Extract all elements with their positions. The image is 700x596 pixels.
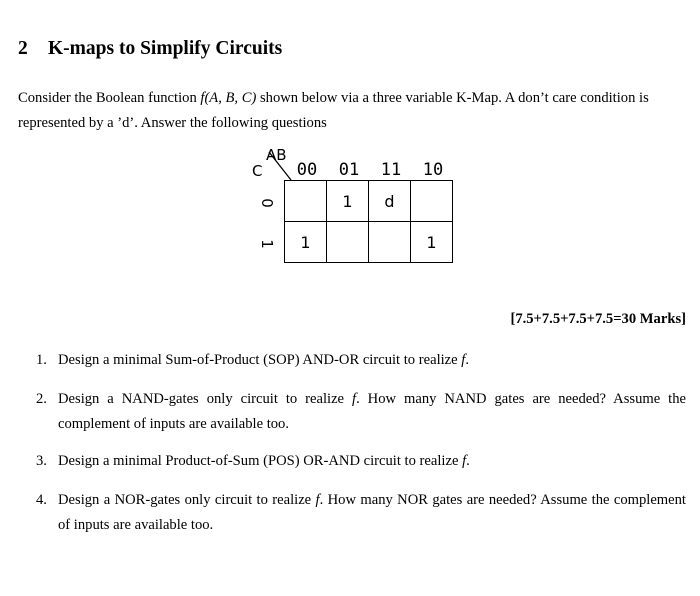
question-number: 1. — [36, 352, 47, 368]
question-item — [18, 348, 686, 373]
kmap-col-variable: AB — [266, 146, 287, 164]
question-text: Design a NAND-gates only circuit to realize — [58, 391, 352, 407]
section-heading — [18, 38, 282, 60]
kmap-cell: 1 — [411, 222, 453, 263]
kmap-row-variable: C — [252, 162, 263, 180]
k-map — [244, 144, 464, 274]
intro-paragraph — [18, 86, 686, 136]
question-text-end: . — [466, 453, 470, 469]
kmap-row-header: 1 — [258, 239, 276, 249]
question-var: f — [352, 391, 357, 407]
question-number: 4. — [36, 492, 47, 508]
kmap-cell: d — [369, 181, 411, 222]
question-number: 3. — [36, 453, 47, 469]
question-item — [18, 449, 686, 474]
kmap-row — [285, 222, 453, 263]
kmap-cell: 1 — [285, 222, 327, 263]
kmap-row-header: 0 — [258, 198, 276, 208]
kmap-col-header: 01 — [338, 160, 360, 180]
kmap-cell — [285, 181, 327, 222]
question-item — [18, 488, 686, 538]
question-text-end: . How many NAND gates are needed? Assume the complement of inputs are available too. — [58, 391, 686, 432]
question-text: Design a minimal Product-of-Sum (POS) OR-AND circuit to realize — [58, 453, 463, 469]
question-text-end: . — [465, 352, 469, 368]
kmap-cell — [411, 181, 453, 222]
question-text: Design a NOR-gates only circuit to realize — [58, 492, 316, 508]
question-var: f — [315, 492, 320, 508]
kmap-col-header: 11 — [380, 160, 402, 180]
section-title: K-maps to Simplify Circuits — [48, 38, 283, 59]
question-list — [18, 348, 686, 538]
question-var: f — [462, 453, 467, 469]
kmap-grid — [284, 180, 453, 263]
kmap-cell — [327, 222, 369, 263]
question-text: Design a minimal Sum-of-Product (SOP) AND-OR circuit to realize — [58, 352, 462, 368]
kmap-cell: 1 — [327, 181, 369, 222]
intro-text-1: Consider the Boolean function — [18, 90, 201, 106]
kmap-row — [285, 181, 453, 222]
kmap-col-header: 10 — [422, 160, 444, 180]
question-var: f — [461, 352, 466, 368]
kmap-cell — [369, 222, 411, 263]
question-number: 2. — [36, 391, 47, 407]
intro-text-2: shown below via a three variable K-Map. A don’t care condition is represented by a ’d’. Answer the following questions — [18, 90, 649, 131]
question-text-end: . How many NOR gates are needed? Assume the complement of inputs are available too. — [58, 492, 686, 533]
kmap-col-header: 00 — [296, 160, 318, 180]
section-number: 2 — [18, 38, 28, 59]
question-item — [18, 387, 686, 437]
function-name: f(A, B, C) — [200, 90, 257, 106]
marks-allocation: [7.5+7.5+7.5+7.5=30 Marks] — [510, 311, 686, 327]
